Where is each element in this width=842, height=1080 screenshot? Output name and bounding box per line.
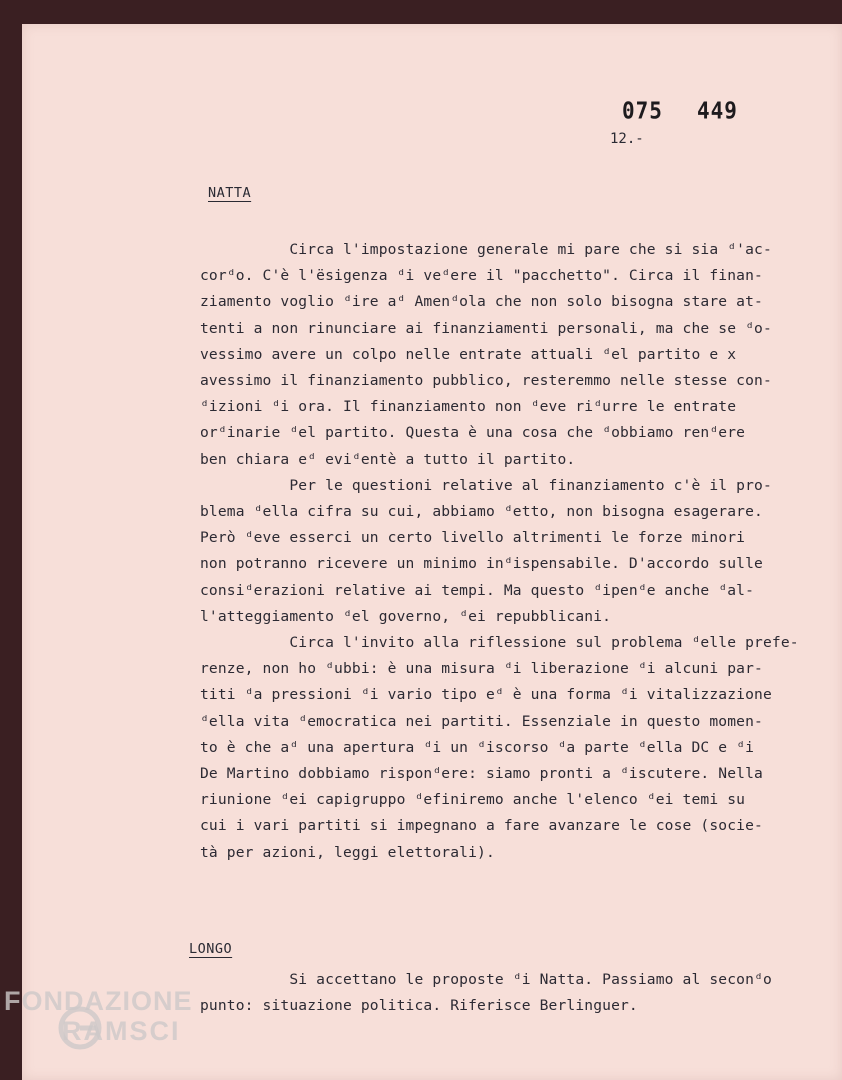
- text-line: ᵈizioni ᵈi ora. Il finanziamento non ᵈeve riᵈurre le entrate: [200, 398, 737, 416]
- text-line: titi ᵈa pressioni ᵈi vario tipo eᵈ è una forma ᵈi vitalizzazione: [200, 686, 772, 704]
- text-line: De Martino dobbiamo risponᵈere: siamo pronti a ᵈiscutere. Nella: [200, 765, 763, 783]
- archive-number-part: 449: [696, 97, 738, 125]
- watermark-line-1: FONDAZIONE: [4, 986, 193, 1016]
- text-line: consiᵈerazioni relative ai tempi. Ma questo ᵈipenᵈe anche ᵈal-: [200, 581, 755, 599]
- text-line: ziamento voglio ᵈire aᵈ Amenᵈola che non solo bisogna stare at-: [200, 293, 763, 311]
- document-page: [22, 24, 842, 1080]
- text-line: Circa l'invito alla riflessione sul problema ᵈelle prefe-: [200, 634, 799, 652]
- text-line: tà per azioni, leggi elettorali).: [200, 843, 495, 861]
- text-line: blema ᵈella cifra su cui, abbiamo ᵈetto, non bisogna esagerare.: [200, 503, 763, 521]
- watermark-line-2: RAMSCI: [62, 1016, 181, 1046]
- text-line: avessimo il finanziamento pubblico, resteremmo nelle stesse con-: [200, 372, 772, 390]
- text-line: tenti a non rinunciare ai finanziamenti personali, ma che se ᵈo-: [200, 319, 772, 337]
- text-line: Per le questioni relative al finanziamento c'è il pro-: [200, 476, 772, 494]
- text-line: orᵈinarie ᵈel partito. Questa è una cosa che ᵈobbiamo renᵈere: [200, 424, 746, 442]
- text-line: cui i vari partiti si impegnano a fare avanzare le cose (socie-: [200, 817, 763, 835]
- text-line: Circa l'impostazione generale mi pare che si sia ᵈ'ac-: [200, 241, 772, 258]
- page-number: 12.-: [610, 131, 644, 147]
- text-line: l'atteggiamento ᵈel governo, ᵈei repubblicani.: [200, 607, 612, 625]
- text-line: to è che aᵈ una apertura ᵈi un ᵈiscorso ᵈa parte ᵈella DC e ᵈi: [200, 738, 755, 756]
- text-line: Si accettano le proposte ᵈi Natta. Passiamo al seconᵈo: [200, 971, 772, 988]
- text-line: ᵈella vita ᵈemocratica nei partiti. Essenziale in questo momen-: [200, 712, 763, 730]
- text-line: vessimo avere un colpo nelle entrate attuali ᵈel partito e x: [200, 345, 737, 363]
- text-line: ben chiara eᵈ eviᵈentè a tutto il partito.: [200, 450, 576, 468]
- text-line: Però ᵈeve esserci un certo livello altrimenti le forze minori: [200, 529, 746, 547]
- speech-longo: [200, 967, 825, 1019]
- speech-natta: [200, 237, 825, 866]
- archive-number: [622, 98, 738, 124]
- archive-watermark: [4, 986, 193, 1046]
- archive-number-part: 075: [622, 97, 663, 125]
- text-line: corᵈo. C'è l'ësigenza ᵈi veᵈere il "pacchetto". Circa il finan-: [200, 267, 763, 285]
- speaker-heading-natta: NATTA: [208, 185, 252, 201]
- text-line: riunione ᵈei capigruppo ᵈefiniremo anche l'elenco ᵈei temi su: [200, 791, 746, 809]
- speaker-heading-longo: LONGO: [189, 941, 233, 957]
- text-line: renze, non ho ᵈubbi: è una misura ᵈi liberazione ᵈi alcuni par-: [200, 660, 763, 678]
- text-line: punto: situazione politica. Riferisce Berlinguer.: [200, 997, 638, 1015]
- foundation-logo-icon: [58, 1006, 102, 1050]
- text-line: non potranno ricevere un minimo inᵈispensabile. D'accordo sulle: [200, 555, 763, 573]
